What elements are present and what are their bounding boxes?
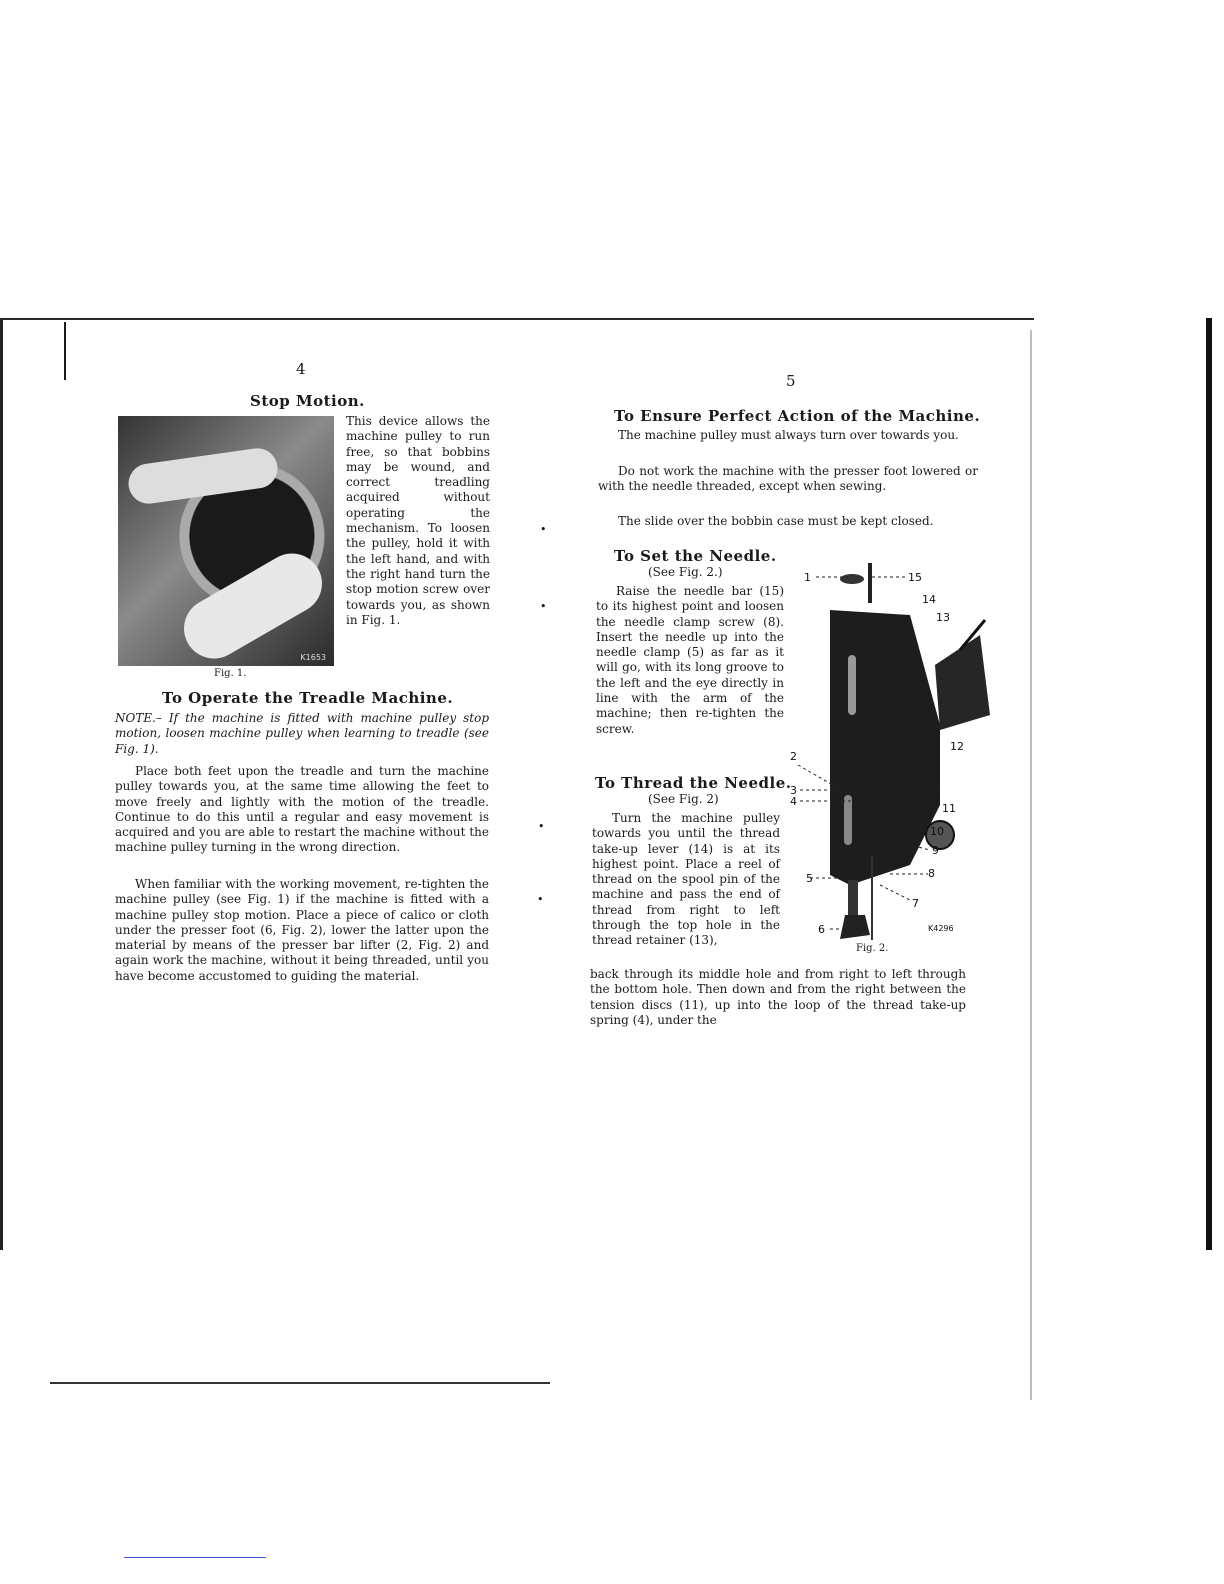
set-needle-text: Raise the needle bar (15) to its highest point and loosen the needle clamp screw (8). Insert the needle up into the needle clamp (5) as far as it will go, with its long groove to the left and the eye directly in line with the arm of the machine; then re-tighten the screw. (596, 584, 784, 736)
fig2-label-6: 6 (818, 923, 825, 936)
fig2-label-11: 11 (942, 802, 956, 815)
fig1-photo (118, 416, 334, 666)
scan-top-rule (0, 318, 1034, 320)
fig2-label-3: 3 (790, 784, 797, 797)
fig2-label-10: 10 (930, 825, 944, 838)
fig2-label-4: 4 (790, 795, 797, 808)
set-needle-heading: To Set the Needle. (614, 547, 777, 565)
scan-edge-right (1206, 318, 1212, 1250)
presser-foot (840, 915, 870, 939)
fig2-label-8: 8 (928, 867, 935, 880)
scan-edge-left (0, 318, 3, 1250)
left-page-number: 4 (296, 360, 306, 378)
scan-left-rule (64, 322, 66, 380)
perfect-action-para-1: The machine pulley must always turn over towards you. (618, 428, 959, 442)
fig2-label-5: 5 (806, 872, 813, 885)
slot-upper (848, 655, 856, 715)
margin-mark: • (538, 820, 545, 833)
needle-clamp (848, 880, 858, 920)
photo-tag: K1653 (300, 653, 326, 662)
set-needle-ref: (See Fig. 2.) (648, 565, 723, 579)
margin-mark: • (537, 893, 544, 906)
treadle-para-1: Place both feet upon the treadle and turn the machine pulley towards you, at the same time allowing the feet to move freely and lightly with the motion of the treadle. Continue to do this until a regular and easy movement is acquired and you are able to restart the machine without the machine pulley turning in the wrong direction. (115, 764, 489, 855)
thread-needle-heading: To Thread the Needle. (595, 774, 792, 792)
margin-mark: • (540, 600, 547, 613)
thread-needle-continued: back through its middle hole and from right to left through the bottom hole. Then down and from the right between the tension discs (11), up into the loop of the thread take-up spring (4), under the (590, 967, 966, 1027)
fig2-label-12: 12 (950, 740, 964, 753)
fig1-caption: Fig. 1. (214, 668, 247, 679)
fig2-label-13: 13 (936, 611, 950, 624)
fig2-tag: K4296 (928, 924, 954, 933)
needle-bar-top (868, 563, 872, 603)
stop-motion-heading: Stop Motion. (250, 392, 365, 410)
fig2-label-15: 15 (908, 571, 922, 584)
fig2-diagram (790, 555, 990, 945)
perfect-action-heading: To Ensure Perfect Action of the Machine. (614, 407, 981, 425)
thread-needle-text: Turn the machine pulley towards you until the thread take-up lever (14) is at its highest point. Place a reel of thread on the spool pin of the machine and pass the end of thread from right to left through the top hole in the thread retainer (13), (592, 811, 780, 948)
scan-bottom-rule (50, 1382, 550, 1384)
fig2-label-1: 1 (804, 571, 811, 584)
margin-mark: • (540, 523, 547, 536)
thread-needle-ref: (See Fig. 2) (648, 792, 719, 806)
right-page-number: 5 (786, 372, 796, 390)
perfect-action-para-3: The slide over the bobbin case must be kept closed. (618, 514, 934, 528)
stop-motion-text: This device allows the machine pulley to run free, so that bobbins may be wound, and correct treadling acquired without operating the mechanism. To loosen the pulley, hold it with the left hand, and with the right hand turn the stop motion screw over towards you, as shown in Fig. 1. (346, 414, 490, 627)
photo-hand-left (126, 446, 280, 506)
fig2-caption: Fig. 2. (856, 943, 889, 954)
treadle-heading: To Operate the Treadle Machine. (162, 689, 454, 707)
slot-lower (844, 795, 852, 845)
fig2-label-14: 14 (922, 593, 936, 606)
fig2-label-2: 2 (790, 750, 797, 763)
presser-bar-lifter (840, 574, 864, 584)
treadle-note: NOTE.– If the machine is fitted with machine pulley stop motion, loosen machine pulley when learning to treadle (see Fig. 1). (115, 711, 489, 756)
selection-underline (124, 1557, 266, 1558)
fig2-label-9: 9 (932, 844, 939, 857)
perfect-action-para-2: Do not work the machine with the presser foot lowered or with the needle threaded, except when sewing. (598, 464, 978, 494)
scan-right-rule (1030, 330, 1032, 1400)
photo-hand-right (173, 543, 333, 670)
treadle-para-2: When familiar with the working movement, re-tighten the machine pulley (see Fig. 1) if the machine is fitted with a machine pulley stop motion. Place a piece of calico or cloth under the presser foot (6, Fig. 2), lower the latter upon the material by means of the presser bar lifter (2, Fig. 2) and again work the machine, without it being threaded, until you have become accustomed to guiding the material. (115, 877, 489, 983)
fig2-label-7: 7 (912, 897, 919, 910)
